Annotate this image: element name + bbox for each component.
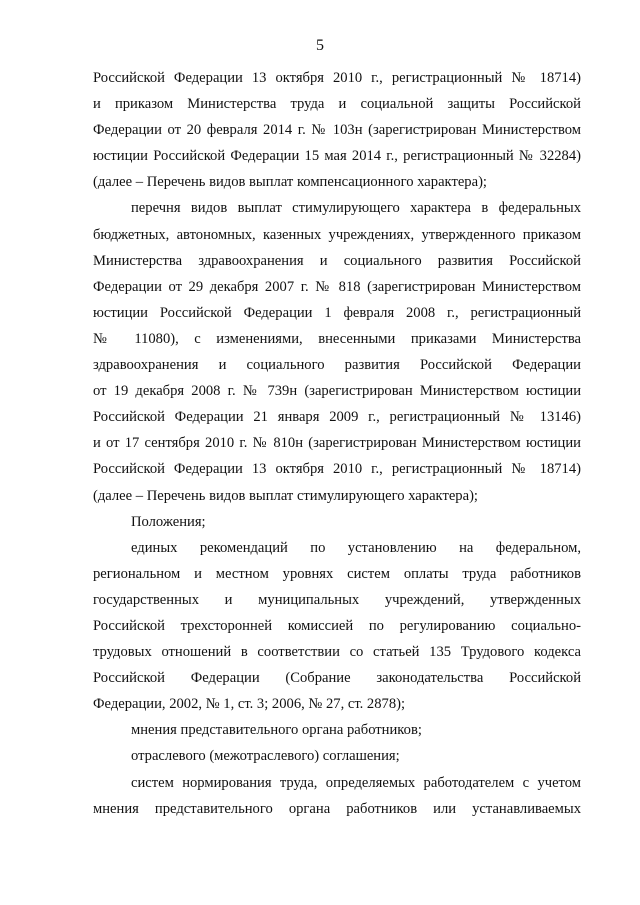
text-line: Министерства здравоохранения и социального развития Российской <box>93 252 581 269</box>
text-line: отраслевого (межотраслевого) соглашения; <box>131 748 400 765</box>
text-line: трудовых отношений в соответствии со статьей 135 Трудового кодекса <box>93 644 581 661</box>
text-line: Российской трехсторонней комиссией по регулированию социально- <box>93 617 581 634</box>
page-number: 5 <box>316 37 324 54</box>
paragraph <box>93 509 581 535</box>
text-line: Российской Федерации 13 октября 2010 г., регистрационный № 18714) <box>93 70 581 86</box>
text-line: систем нормирования труда, определяемых работодателем с учетом <box>131 774 581 791</box>
text-line: (далее – Перечень видов выплат компенсационного характера); <box>93 174 487 191</box>
text-line: Российской Федерации 21 января 2009 г., регистрационный № 13146) <box>93 409 581 426</box>
paragraph <box>93 770 581 822</box>
text-line: Федерации, 2002, № 1, ст. 3; 2006, № 27, ст. 2878); <box>93 696 406 713</box>
text-line: мнения представительного органа работников или устанавливаемых <box>93 800 581 817</box>
text-line: № 11080), с изменениями, внесенными приказами Министерства <box>93 330 581 347</box>
text-line: Российской Федерации (Собрание законодательства Российской <box>93 670 581 687</box>
text-line: Положения; <box>131 513 206 530</box>
text-line: юстиции Российской Федерации 1 февраля 2008 г., регистрационный <box>93 304 581 321</box>
paragraph <box>93 717 581 743</box>
paragraph <box>93 535 581 718</box>
text-line: мнения представительного органа работников; <box>131 722 422 739</box>
text-line: юстиции Российской Федерации 15 мая 2014 г., регистрационный № 32284) <box>93 148 581 165</box>
text-line: бюджетных, автономных, казенных учреждениях, утвержденного приказом <box>93 226 581 243</box>
text-line: Российской Федерации 13 октября 2010 г., регистрационный № 18714) <box>93 461 581 478</box>
paragraph <box>93 195 581 508</box>
document-body <box>93 65 581 822</box>
text-line: и приказом Министерства труда и социальной защиты Российской <box>93 96 581 113</box>
text-line: здравоохранения и социального развития Российской Федерации <box>93 357 581 374</box>
text-line: (далее – Перечень видов выплат стимулирующего характера); <box>93 487 478 504</box>
text-line: и от 17 сентября 2010 г. № 810н (зарегистрирован Министерством юстиции <box>93 435 581 452</box>
text-line: государственных и муниципальных учреждений, утвержденных <box>93 591 581 608</box>
text-line: единых рекомендаций по установлению на федеральном, <box>131 539 581 556</box>
text-line: перечня видов выплат стимулирующего характера в федеральных <box>131 200 581 217</box>
text-line: Федерации от 29 декабря 2007 г. № 818 (зарегистрирован Министерством <box>93 278 581 295</box>
text-line: региональном и местном уровнях систем оплаты труда работников <box>93 565 581 582</box>
paragraph <box>93 743 581 769</box>
text-line: от 19 декабря 2008 г. № 739н (зарегистрирован Министерством юстиции <box>93 383 581 400</box>
text-line: Федерации от 20 февраля 2014 г. № 103н (зарегистрирован Министерством <box>93 122 581 139</box>
paragraph <box>93 65 581 195</box>
